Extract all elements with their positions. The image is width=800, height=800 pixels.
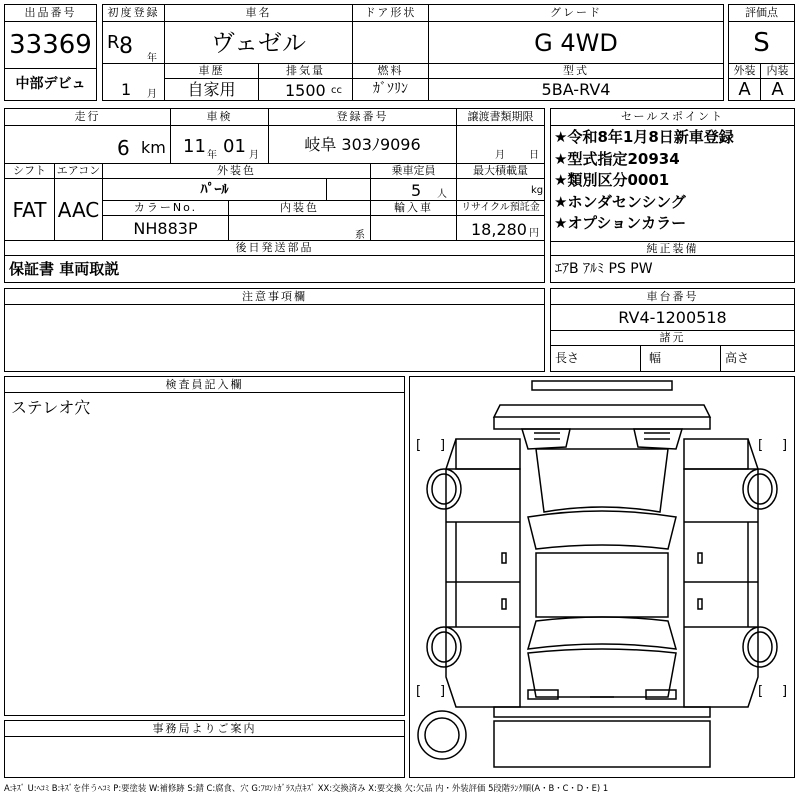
- mileage-number: 6: [117, 136, 130, 160]
- windshield: [528, 511, 676, 549]
- first-reg-label: 初度登録: [103, 5, 165, 22]
- sales-line: ★類別区分0001: [554, 171, 670, 189]
- year-unit: 年: [147, 53, 157, 64]
- recycle-number: 18,280: [471, 220, 527, 239]
- grade-value: G 4WD: [429, 22, 723, 64]
- lot-label: 出品番号: [5, 5, 96, 22]
- sales-line: ★令和8年1月8日新車登録: [554, 128, 734, 146]
- ext-color-value: ﾊﾟｰﾙ: [103, 179, 327, 201]
- ext-label: 外装: [729, 64, 761, 79]
- capacity-value: [371, 179, 457, 201]
- car-name-label: 車名: [165, 5, 353, 22]
- sales-line: ★オプションカラー: [554, 214, 687, 232]
- load-label: 最大積載量: [457, 164, 544, 179]
- sales-line: ★型式指定20934: [554, 149, 680, 168]
- left-front-fender: [456, 439, 520, 469]
- import-label: 輸入車: [371, 201, 457, 216]
- inspection-value: [171, 126, 269, 164]
- spec-label: 諸元: [551, 331, 794, 346]
- capacity-number: 5: [411, 181, 422, 200]
- notes-box: [4, 288, 545, 372]
- cc-unit: cc: [331, 85, 342, 96]
- length-label: 長さ: [551, 346, 641, 371]
- front-bumper-bar: [532, 381, 672, 390]
- displacement-value: [259, 79, 353, 100]
- grade-label: グレード: [429, 5, 723, 22]
- ac-value: AAC: [55, 179, 103, 241]
- legend-text: A:ｷｽﾞ U:ﾍｺﾐ B:ｷｽﾞを伴うﾍｺﾐ P:要塗装 W:補修跡 S:錆 C:腐食、穴 G:ﾌﾛﾝﾄｶﾞﾗｽ点ｷｽﾞ XX:交換済み X:要交換 欠:欠品 内・外装評価 5段階ﾗﾝｸ順(A・B・C・D・E) 1: [4, 783, 609, 793]
- displacement-label: 排気量: [259, 64, 353, 79]
- transfer-value: [457, 126, 544, 164]
- month-value: 1: [121, 80, 132, 99]
- first-reg-month: [103, 64, 165, 100]
- equipment-value: ｴｱB ｱﾙﾐ PS PW: [555, 261, 653, 277]
- right-body: [684, 469, 758, 707]
- later-value: 保証書 車両取説: [9, 260, 120, 278]
- displacement-number: 1500: [285, 81, 326, 100]
- history-label: 車歴: [165, 64, 259, 79]
- ext-color-extra: [327, 179, 371, 201]
- equipment-label: 純正装備: [551, 241, 794, 256]
- left-body: [446, 469, 520, 707]
- sales-line: ★ホンダセンシング: [554, 192, 686, 211]
- chassis-label: 車台番号: [551, 289, 794, 305]
- mileage-label: 走行: [5, 109, 171, 126]
- inspection-label: 車検: [171, 109, 269, 126]
- svg-text:[: [: [758, 684, 764, 699]
- front-grille: [494, 405, 710, 417]
- history-value: 自家用: [165, 79, 259, 100]
- sales-points-box: [550, 108, 795, 283]
- capacity-unit: 人: [437, 189, 447, 200]
- office-label: 事務局よりご案内: [5, 721, 404, 737]
- color-no-value: NH883P: [103, 216, 229, 241]
- ac-label: エアコン: [55, 164, 103, 179]
- shift-label: シフト: [5, 164, 55, 179]
- width-label: 幅: [641, 346, 721, 371]
- inspector-label: 検査員記入欄: [5, 377, 404, 393]
- color-no-label: カラーNo.: [103, 201, 229, 216]
- int-color-unit: 系: [355, 230, 365, 241]
- office-box: [4, 720, 405, 778]
- capacity-label: 乗車定員: [371, 164, 457, 179]
- car-name: ヴェゼル: [165, 22, 353, 64]
- insp-month-unit: 月: [249, 150, 259, 161]
- ext-color-label: 外装色: [103, 164, 371, 179]
- score-box: [728, 4, 795, 101]
- insp-year-unit: 年: [207, 150, 217, 161]
- door-label: ドア形状: [353, 5, 429, 22]
- vehicle-header-table: [102, 4, 724, 101]
- recycle-label: リサイクル預託金: [457, 201, 544, 216]
- notes-label: 注意事項欄: [5, 289, 544, 305]
- ext-grade: A: [729, 79, 761, 100]
- yen-unit: 円: [529, 228, 539, 239]
- first-reg-year: 8: [119, 34, 133, 59]
- rear-bumper: [494, 707, 710, 717]
- first-reg-era: R: [107, 32, 120, 53]
- fuel-value: ｶﾞｿﾘﾝ: [353, 79, 429, 100]
- load-unit: kg: [531, 185, 544, 196]
- score-value: S: [729, 22, 794, 64]
- model-value: 5BA-RV4: [541, 80, 611, 99]
- transfer-month: 月: [495, 150, 505, 161]
- rear-window: [528, 617, 676, 649]
- reg-no-value: 岐阜 303ﾉ9096: [269, 126, 457, 164]
- lot-number: 33369: [5, 22, 96, 69]
- model-label: 型式: [429, 64, 723, 79]
- right-front-fender: [684, 439, 748, 469]
- svg-text:[: [: [416, 684, 422, 699]
- lot-box: [4, 4, 97, 101]
- mileage-value: [5, 126, 171, 164]
- svg-text:]: ]: [782, 684, 788, 699]
- first-reg-value: [103, 22, 165, 64]
- score-label: 評価点: [729, 5, 794, 22]
- details-table: [4, 108, 545, 283]
- roof: [536, 553, 668, 617]
- car-diagram-box: [409, 376, 795, 778]
- km-unit: km: [141, 138, 166, 157]
- inspector-text: ステレオ穴: [11, 398, 91, 417]
- transfer-label: 譲渡書類期限: [457, 109, 544, 126]
- int-grade: A: [771, 79, 784, 100]
- later-label: 後日発送部品: [5, 241, 544, 256]
- car-diagram: [410, 377, 794, 777]
- height-label: 高さ: [725, 351, 750, 365]
- sales-lines: [551, 127, 794, 235]
- inspector-box: [4, 376, 405, 716]
- transfer-day: 日: [529, 150, 539, 161]
- month-unit: 月: [147, 89, 157, 100]
- insp-month: 01: [223, 136, 246, 157]
- shift-value: FAT: [5, 179, 55, 241]
- svg-text:]: ]: [440, 438, 446, 453]
- import-value-a: [371, 216, 457, 241]
- rear-lower-panel: [494, 721, 710, 767]
- svg-text:[: [: [758, 438, 764, 453]
- dealer-name: 中部デビュ: [15, 76, 86, 92]
- door-value: [353, 22, 429, 64]
- recycle-value: [457, 216, 544, 241]
- sales-label: セールスポイント: [551, 109, 794, 126]
- int-color-value: [229, 216, 371, 241]
- chassis-box: [550, 288, 795, 372]
- svg-text:]: ]: [782, 438, 788, 453]
- reg-no-label: 登録番号: [269, 109, 457, 126]
- insp-year: 11: [183, 136, 206, 157]
- chassis-number: RV4-1200518: [551, 305, 794, 331]
- int-label: 内装: [761, 64, 794, 79]
- svg-text:]: ]: [440, 684, 446, 699]
- fuel-label: 燃料: [353, 64, 429, 79]
- load-value: [457, 179, 544, 201]
- int-color-label: 内装色: [229, 201, 371, 216]
- hood: [536, 449, 668, 512]
- svg-text:[: [: [416, 438, 422, 453]
